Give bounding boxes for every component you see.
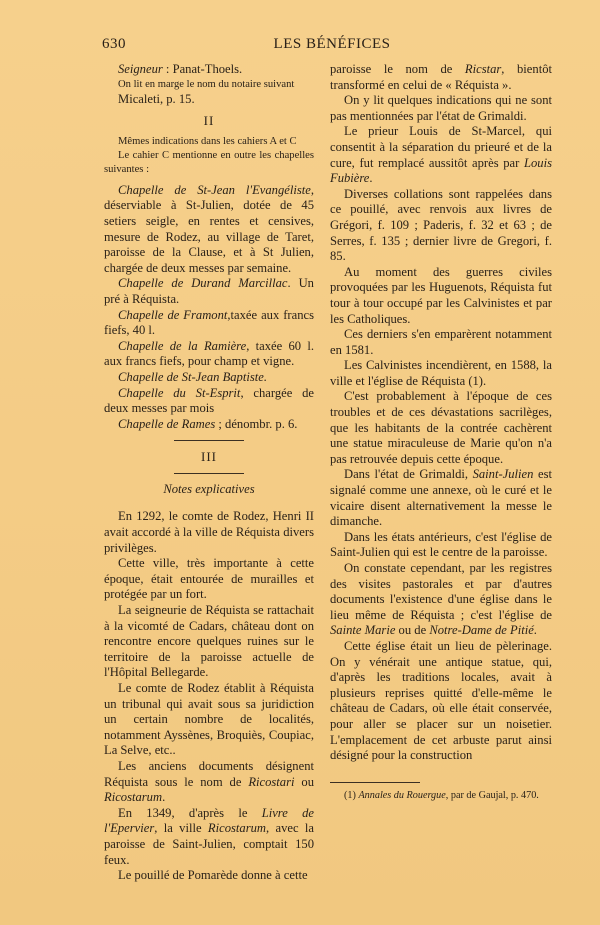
note-paragraph: C'est probablement à l'époque de ces troubles et de ces dévastations sacrilèges, que les habitants de la contrée cachèrent une statue miraculeuse de Marie qu'on n'a pas retrouvée depuis cette époque. xyxy=(330,389,552,466)
note-paragraph: La seigneurie de Réquista se rattachait à la vicomté de Cadars, château dont on rencontre encore quelques ruines sur le territoire de la paroisse actuelle de l'Hôpital Bellegarde. xyxy=(104,603,314,680)
text: , la ville xyxy=(154,821,208,836)
chapel-name: Chapelle de la Ramière xyxy=(118,338,247,353)
text: ou xyxy=(294,774,314,789)
church-name: Sainte Marie xyxy=(330,623,396,638)
note-paragraph: Cette église était un lieu de pèlerinage. On y vénérait une antique statue, qui, d'après les traditions locales, avait à plusieurs reprises quitté d'elle-même le château de Cadars, où elle était conservée, pour aller se placer sur un noisetier. L'emplacement de cet arbuste parut ainsi désigné pour la construction xyxy=(330,638,552,763)
page-number: 630 xyxy=(102,36,126,52)
chapel-desc: , chargée de deux messes par mois xyxy=(104,385,314,416)
running-title: LES BÉNÉFICES xyxy=(273,36,391,52)
section-heading-II: II xyxy=(203,113,215,129)
note-paragraph: On y lit quelques indications qui ne sont pas mentionnées par l'état de Grimaldi. xyxy=(330,93,552,123)
note-paragraph: Les Calvinistes incendièrent, en 1588, la ville et l'église de Réquista (1). xyxy=(330,358,552,388)
source-title: Annales du Rouergue xyxy=(358,789,446,801)
text: On constate cependant, par les registres des visites pastorales et par d'autres documents l'existence d'une église dans le lieu même de Réquista ; c'est l'église de xyxy=(330,561,552,622)
text: paroisse le nom de xyxy=(330,62,465,76)
chapel-desc: ,taxée aux francs fiefs, 40 l. xyxy=(104,307,314,338)
footnote-divider xyxy=(330,782,420,783)
latin-name: Ricostarum xyxy=(104,790,163,805)
chapel-name: Chapelle du St-Esprit xyxy=(118,385,241,400)
chapel-desc: ; dénombr. p. 6. xyxy=(215,416,298,431)
note-paragraph: Au moment des guerres civiles provoquées par les Huguenots, Réquista fut tour à tour occupé par les Calvinistes et par les Catholiques. xyxy=(330,264,552,326)
section-heading-III: III xyxy=(201,449,217,465)
margin-note: On lit en marge le nom du notaire suivant xyxy=(118,78,295,90)
chapel-entry xyxy=(104,183,314,277)
latin-name: Ricstar xyxy=(464,62,502,76)
person-name: Louis Fubière xyxy=(330,155,552,186)
text: , par de Gaujal, p. 470. xyxy=(445,789,539,801)
chapels-intro: Le cahier C mentionne en outre les chapelles suivantes : xyxy=(104,149,314,175)
text: Les anciens documents désignent Réquista sous le nom de xyxy=(104,758,314,789)
chapel-name: Chapelle de Framont xyxy=(118,307,228,322)
place-name: Saint-Julien xyxy=(472,467,534,482)
section-divider xyxy=(174,473,244,474)
text: ou de xyxy=(395,623,430,638)
chapel-entry: Chapelle de St-Jean Baptiste. xyxy=(118,369,267,384)
note-paragraph xyxy=(104,759,314,806)
notes-title: Notes explicatives xyxy=(163,481,255,496)
same-indications: Mêmes indications dans les cahiers A et C xyxy=(118,135,297,147)
chapel-name: Chapelle de St-Jean l'Evangéliste xyxy=(118,182,311,197)
chapel-entry xyxy=(104,339,314,370)
note-paragraph: Ces derniers s'en emparèrent notamment en 1581. xyxy=(330,327,552,357)
seigneur-value: : Panat-Thoels. xyxy=(162,62,243,76)
latin-name: Ricostarum xyxy=(207,821,266,836)
text: , avec la paroisse de Saint-Julien, comptait 150 feux. xyxy=(104,821,314,867)
chapel-desc: , taxée 60 l. aux francs fiefs, pour champ et vigne. xyxy=(104,338,315,369)
text: . xyxy=(533,623,537,638)
left-column xyxy=(104,62,314,884)
latin-name: Ricostari xyxy=(248,774,295,789)
note-paragraph: Cette ville, très importante à cette époque, était entourée de murailles et protégée par un fort. xyxy=(104,556,314,602)
text: . xyxy=(162,790,166,805)
chapel-name: Chapelle de Rames xyxy=(118,416,216,431)
chapel-entry xyxy=(104,308,314,339)
note-paragraph xyxy=(330,467,552,529)
footnote-marker: (1) xyxy=(344,789,359,801)
note-paragraph: Dans les états antérieurs, c'est l'église de Saint-Julien qui est le centre de la paroisse. xyxy=(330,529,552,560)
text: En 1349, d'après le xyxy=(118,805,262,820)
footnote xyxy=(330,789,552,802)
chapel-entry xyxy=(104,276,314,307)
note-paragraph: Le comte de Rodez établit à Réquista un tribunal qui avait sous sa juridiction un certain nombre de localités, notamment Ayssènes, Broquiès, Coupiac, La Selve, etc.. xyxy=(104,681,314,758)
text: est signalé comme une annexe, où le curé et le vicaire disent alternativement la messe le dimanche. xyxy=(330,467,552,529)
text: , bientôt transformé en celui de « Réquista ». xyxy=(330,62,552,92)
chapel-entry xyxy=(104,417,314,433)
church-name: Notre-Dame de Pitié xyxy=(429,623,534,638)
seigneur-label: Seigneur xyxy=(118,62,163,76)
right-column xyxy=(330,62,552,802)
book-title: Livre de l'Epervier xyxy=(104,805,314,836)
chapel-name: Chapelle de Durand Marcillac xyxy=(118,276,288,291)
text: . xyxy=(369,171,373,186)
seigneur-line xyxy=(104,62,314,78)
note-paragraph xyxy=(330,124,552,186)
chapel-desc: . Un pré à Réquista. xyxy=(104,276,314,306)
note-paragraph xyxy=(104,806,314,868)
text: Le prieur Louis de St-Marcel, qui consentit à la séparation du prieuré et de la cure, fut remplacé aussitôt après par xyxy=(330,124,552,170)
note-paragraph: Le pouillé de Pomarède donne à cette xyxy=(118,868,308,883)
note-paragraph xyxy=(330,561,552,639)
chapel-entry xyxy=(104,386,314,417)
section-divider xyxy=(174,440,244,441)
notary-name: Micaleti, p. 15. xyxy=(118,91,195,106)
note-paragraph xyxy=(330,62,552,93)
text: Dans l'état de Grimaldi, xyxy=(344,467,473,482)
chapel-desc: , déserviable à St-Julien, dotée de 45 setiers seigle, en rentes et censives, mesure de Rodez, au village de Taret, paroisse de la Clause, et à St Julien, chargée de deux messes par semaine. xyxy=(104,182,314,275)
note-paragraph: En 1292, le comte de Rodez, Henri II avait accordé à la ville de Réquista divers privilèges. xyxy=(104,509,314,555)
note-paragraph: Diverses collations sont rappelées dans ce pouillé, avec renvois aux livres de Grégori, f. 109 ; Paderis, f. 32 et 63 ; de Serres, f. 135 ; dernier livre de Gregori, f. 85. xyxy=(330,186,552,264)
